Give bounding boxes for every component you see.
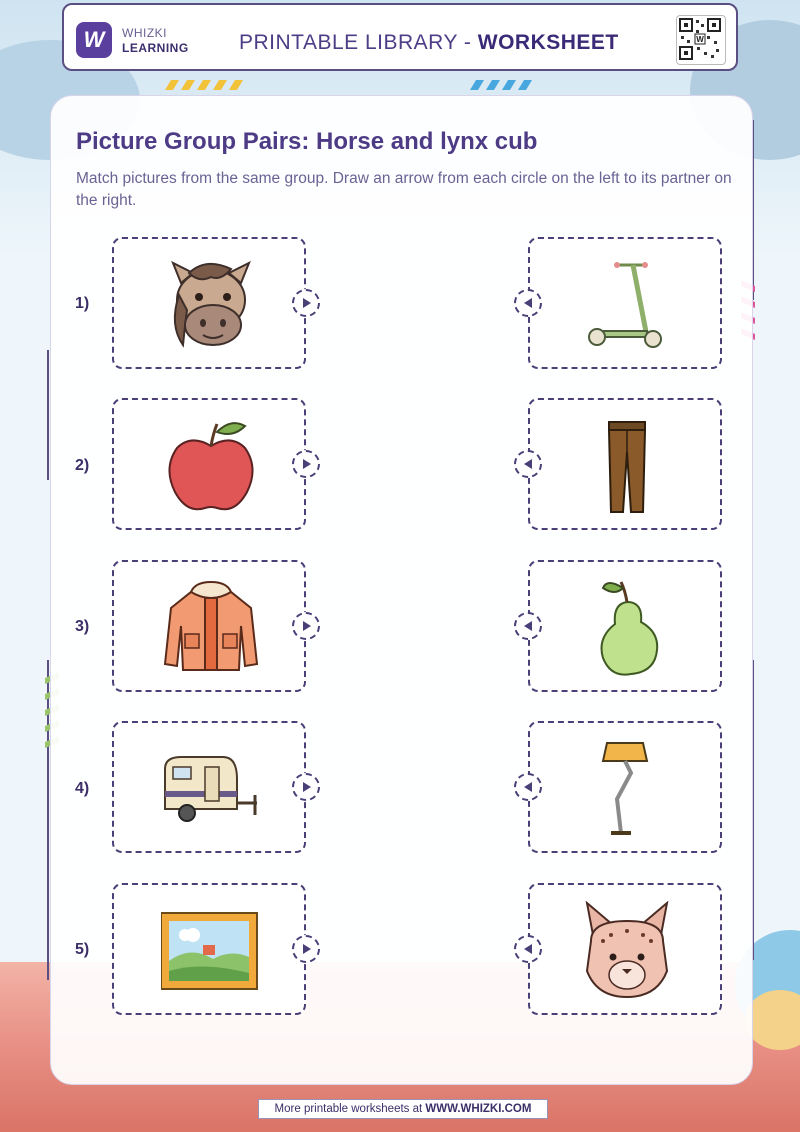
worksheet-instruction: Match pictures from the same group. Draw an arrow from each circle on the left to its partner on the right. [76, 170, 732, 209]
right-card-3 [528, 560, 722, 692]
row-number-1: 1) [75, 295, 90, 312]
deco-line-left [47, 350, 49, 480]
brand-name [122, 26, 189, 56]
header-title-bold: WORKSHEET [477, 31, 619, 54]
right-card-1 [528, 237, 722, 369]
qr-code-icon[interactable] [676, 15, 726, 65]
row-number-3: 3) [75, 618, 90, 635]
right-card-4 [528, 721, 722, 853]
row-number-4: 4) [75, 780, 90, 797]
whizki-logo[interactable] [76, 22, 112, 58]
left-card-2 [112, 398, 306, 530]
framed-landscape-picture-icon [161, 901, 261, 1001]
winter-jacket-icon [161, 578, 261, 678]
yellow-stripes-decoration [165, 80, 255, 90]
left-connector-circle-2[interactable] [292, 450, 320, 478]
brown-trousers-icon [577, 416, 677, 516]
camper-trailer-icon [161, 739, 261, 839]
left-card-1 [112, 237, 306, 369]
right-connector-circle-2[interactable] [514, 450, 542, 478]
row-number-5: 5) [75, 941, 90, 958]
footer-link[interactable]: WWW.WHIZKI.COM [425, 1103, 532, 1115]
right-connector-circle-4[interactable] [514, 773, 542, 801]
left-card-3 [112, 560, 306, 692]
left-connector-circle-3[interactable] [292, 612, 320, 640]
footer-banner [258, 1099, 548, 1119]
row-number-2: 2) [75, 457, 90, 474]
brand-line-1: WHIZKI [122, 26, 167, 40]
worksheet-title: Picture Group Pairs: Horse and lynx cub [76, 128, 538, 155]
horse-head-icon [161, 255, 261, 355]
right-connector-circle-5[interactable] [514, 935, 542, 963]
left-connector-circle-5[interactable] [292, 935, 320, 963]
right-card-5 [528, 883, 722, 1015]
logo-letter: W [83, 27, 105, 52]
left-card-5 [112, 883, 306, 1015]
left-card-4 [112, 721, 306, 853]
left-connector-circle-1[interactable] [292, 289, 320, 317]
svg-text:W: W [696, 35, 704, 44]
left-connector-circle-4[interactable] [292, 773, 320, 801]
footer-text: More printable worksheets at [274, 1103, 426, 1115]
red-apple-icon [161, 416, 261, 516]
blue-stripes-decoration [470, 80, 550, 90]
right-card-2 [528, 398, 722, 530]
header-title [239, 31, 619, 55]
right-connector-circle-1[interactable] [514, 289, 542, 317]
header-title-prefix: PRINTABLE LIBRARY - [239, 31, 478, 54]
brand-line-2: LEARNING [122, 41, 189, 55]
header-bar [62, 3, 738, 71]
right-connector-circle-3[interactable] [514, 612, 542, 640]
green-pear-icon [577, 578, 677, 678]
lynx-cub-head-icon [577, 901, 677, 1001]
kick-scooter-icon [577, 255, 677, 355]
floor-lamp-icon [577, 739, 677, 839]
